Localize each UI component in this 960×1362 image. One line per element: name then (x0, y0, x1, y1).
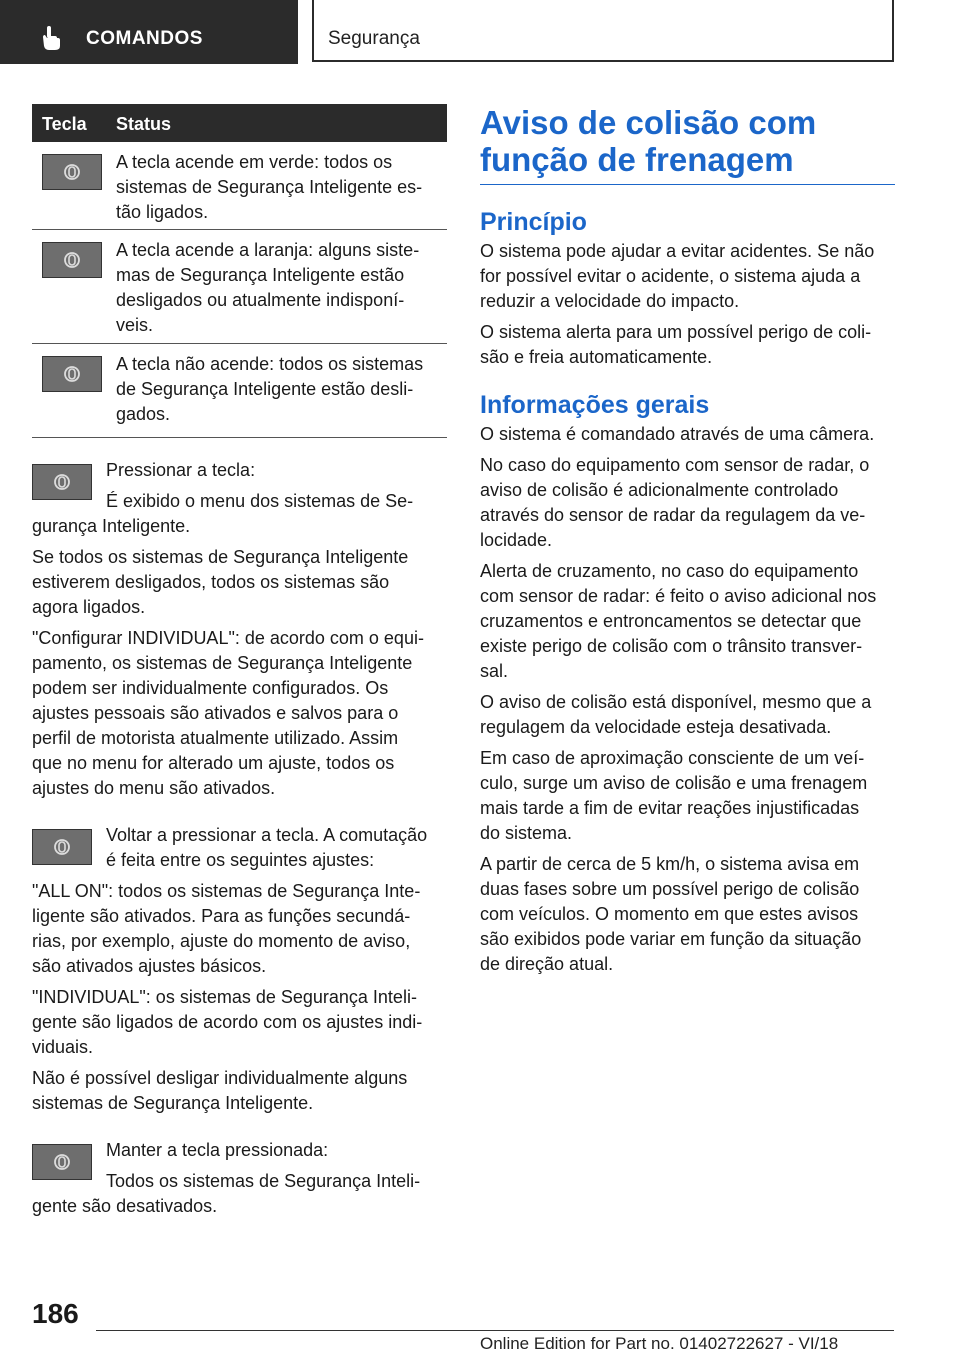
table-cell-status: A tecla acende em verde: todos os sistemas de Segurança Inteligente es- tão ligados. (116, 152, 423, 222)
status-table-header (32, 104, 447, 142)
right-column (480, 104, 895, 977)
subheading-general: Informações gerais (480, 391, 710, 419)
paragraph: Alerta de cruzamento, no caso do equipamento com sensor de radar: é feito o aviso adicional nos cruzamentos e entroncamentos se detectar que existe perigo de colisão com o trânsito transver- sal. (480, 561, 877, 681)
table-row (32, 142, 447, 230)
table-row (32, 230, 447, 344)
paragraph: "ALL ON": todos os sistemas de Segurança Inte- ligente são ativados. Para as funções secundá- rias, por exemplo, ajuste do momento de aviso, são ativados ajustes básicos. (32, 881, 421, 976)
safety-button-icon (32, 829, 92, 865)
safety-button-icon (42, 242, 102, 278)
instruction-text: gurança Inteligente. (32, 516, 191, 536)
paragraph: Se todos os sistemas de Segurança Inteligente estiverem desligados, todos os sistemas são agora ligados. (32, 547, 409, 617)
table-header-key: Tecla (42, 114, 87, 134)
paragraph: O sistema pode ajudar a evitar acidentes. Se não for possível evitar o acidente, o sistema ajuda a reduzir a velocidade do impacto. (480, 241, 875, 311)
left-column (32, 104, 447, 1219)
hand-pointer-icon (38, 24, 64, 52)
safety-button-icon (32, 464, 92, 500)
press-again-block (32, 823, 447, 873)
instruction-text: Manter a tecla pressionada: (106, 1140, 329, 1160)
instruction-text: Todos os sistemas de Segurança Inteli- (106, 1171, 421, 1191)
section-label: COMANDOS (86, 28, 203, 49)
press-key-block (32, 458, 447, 539)
paragraph: Não é possível desligar individualmente alguns sistemas de Segurança Inteligente. (32, 1068, 408, 1113)
table-cell-status: A tecla não acende: todos os sistemas de Segurança Inteligente estão desli- gados. (116, 354, 424, 424)
safety-button-icon (42, 154, 102, 190)
footer-divider (96, 1330, 894, 1331)
paragraph: "Configurar INDIVIDUAL": de acordo com o equi- pamento, os sistemas de Segurança Inteligente podem ser individualmente configurados. Os ajustes pessoais são ativados e salvos para o perfil de motorista atualmente utilizado. Assim que no menu for alterado um ajuste, todos os ajustes do menu são ativados. (32, 628, 424, 798)
paragraph: No caso do equipamento com sensor de radar, o aviso de colisão é adicionalmente controlado através do sensor de radar da regulagem da ve- locidade. (480, 455, 870, 550)
section-title: Aviso de colisão com função de frenagem (480, 104, 895, 185)
page-number: 186 (32, 1298, 79, 1329)
paragraph: "INDIVIDUAL": os sistemas de Segurança Inteli- gente são ligados de acordo com os ajustes indi- viduais. (32, 987, 423, 1057)
paragraph: A partir de cerca de 5 km/h, o sistema avisa em duas fases sobre um possível perigo de colisão com veículos. O momento em que estes avisos são exibidos pode variar em função da situação de direção atual. (480, 854, 862, 974)
header-chapter-tab (312, 0, 894, 62)
chapter-label: Segurança (328, 28, 420, 49)
hold-key-block (32, 1138, 447, 1219)
paragraph: O aviso de colisão está disponível, mesmo que a regulagem da velocidade esteja desativada. (480, 692, 872, 737)
instruction-text: Voltar a pressionar a tecla. A comutação (106, 825, 428, 845)
instruction-text: gente são desativados. (32, 1196, 218, 1216)
table-row (32, 344, 447, 438)
subheading-principle: Princípio (480, 208, 587, 236)
paragraph: O sistema é comandado através de uma câmera. (480, 424, 875, 444)
instruction-text: é feita entre os seguintes ajustes: (106, 850, 375, 870)
instruction-text: É exibido o menu dos sistemas de Se- (106, 491, 414, 511)
edition-text: Online Edition for Part no. 01402722627 - VI/18 (480, 1334, 839, 1353)
table-cell-status: A tecla acende a laranja: alguns siste- mas de Segurança Inteligente estão desligados ou atualmente indisponí- veis. (116, 240, 420, 335)
instruction-text: Pressionar a tecla: (106, 460, 256, 480)
safety-button-icon (32, 1144, 92, 1180)
safety-button-icon (42, 356, 102, 392)
paragraph: O sistema alerta para um possível perigo de coli- são e freia automaticamente. (480, 322, 872, 367)
table-header-status: Status (116, 114, 172, 134)
header-section-tab (0, 0, 298, 64)
paragraph: Em caso de aproximação consciente de um veí- culo, surge um aviso de colisão e uma frenagem mais tarde a fim de evitar reações injustificadas do sistema. (480, 748, 868, 843)
